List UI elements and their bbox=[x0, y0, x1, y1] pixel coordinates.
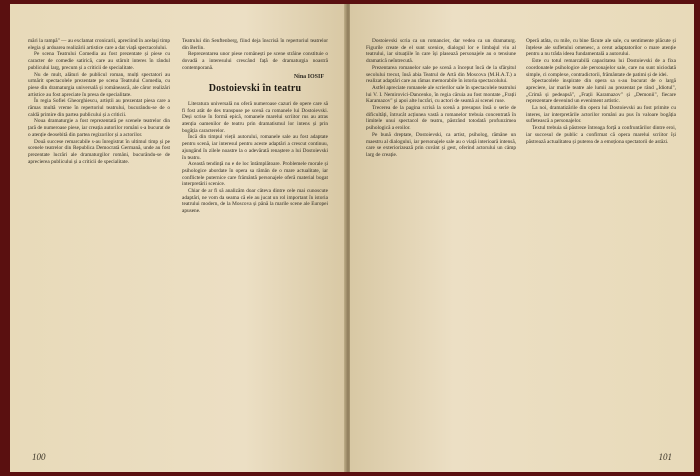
paragraph: Operă atâta, cu mile, cu bine făcute ale sale, cu sentimente plăcute și înțelese ale sufletului omenesc, a cerut adaptatorilor o mare atenție pentru a nu trăda ideea fundamentală a autorului. bbox=[526, 38, 676, 58]
page-number: 100 bbox=[32, 452, 46, 462]
right-column-1 bbox=[366, 38, 516, 442]
page-number: 101 bbox=[658, 452, 672, 462]
paragraph: Astfel apreciate romanele ale scrierilor sale în spectacolele teatrului lui V. I. Nemirovici-Dancenko, în regia căruia au fost montate „Frații Karamazov" și apoi alte lucrări, cu actori de seamă ai scenei ruse. bbox=[366, 84, 516, 105]
paragraph: Încă din timpul vieții autorului, romanele sale au fost adaptate pentru scenă, iar interesul pentru aceste adaptări a crescut continuu, ajungând în zilele noastre la o adevărată renaștere a lui Dostoievski în teatru. bbox=[182, 134, 328, 161]
paragraph: Chiar de ar fi să analizăm doar câteva dintre cele mai cunoscute adaptări, ne vom da seama că ele au jucat un rol important în istoria teatrului modern, de la Moscova și până la marile scene ale Europei apusene. bbox=[182, 188, 328, 215]
paragraph: Această tendință nu e de loc întâmplătoare. Problemele morale și psihologice abordate în opera sa rămân de o mare actualitate, iar conflictele puternice care frământă personajele oferă material bogat interpretării scenice. bbox=[182, 161, 328, 188]
right-column-2 bbox=[526, 38, 676, 442]
paragraph: Două succese remarcabile s-au înregistrat în ultimul timp și pe scenele teatrelor din Republica Democrată Germană, unde au fost prezentate lucrări ale dramaturgilor români, bucurându-se de aprecierea publicului și a criticii de specialitate. bbox=[28, 138, 170, 165]
left-column-2 bbox=[182, 38, 328, 442]
paragraph: Spectacolele inspirate din opera sa s-au bucurat de o largă apreciere, iar marile teatre ale lumii au prezentat pe rând „Idiotul", „Crimă și pedeapsă", „Frații Karamazov" și „Demonii", fiecare reprezentare devenind un eveniment artistic. bbox=[526, 78, 676, 105]
article-title: Dostoievski în teatru bbox=[208, 83, 302, 95]
right-page bbox=[350, 4, 694, 472]
paragraph: Prezentarea romanelor sale pe scenă a început încă de la sfârșitul secolului trecut, însă abia Teatrul de Artă din Moscova (M.H.A.T.) a realizat adaptări care au rămas memorabile în istoria spectacolului. bbox=[366, 64, 516, 85]
paragraph: Noua dramaturgie a fost reprezentată pe scenele teatrelor din țară de numeroase piese, iar creația autorilor români s-a bucurat de o atenție deosebită din partea regizorilor și a actorilor. bbox=[28, 118, 170, 138]
paragraph: Teatrului din Senftenberg, fiind deja înscrisă în repertoriul teatrelor din Berlin. bbox=[182, 38, 328, 51]
left-column-1 bbox=[28, 38, 170, 442]
paragraph: Literatura universală nu oferă numeroase cazuri de opere care să fi fost atât de des transpuse pe scenă ca romanele lui Dostoievski. Deși scrise în formă epică, romanele marelui scriitor rus au atras atenția oamenilor de teatru prin dramatismul lor intens și prin bogăția caracterelor. bbox=[182, 100, 328, 134]
paragraph: Textul trebuia să păstreze întreaga forță a confruntărilor dintre eroi, iar succesul de public a confirmat că opera marelui scriitor își păstrează actualitatea și puterea de a emoționa spectatorii de astăzi. bbox=[526, 125, 676, 145]
paragraph: Pe scena Teatrului Comedia au fost prezentate și piese cu caracter de comedie satirică, care au stârnit interes în rândul publicului larg, precum și a criticii de specialitate. bbox=[28, 51, 170, 71]
author-signature: Nina IOSIF bbox=[293, 73, 324, 80]
paragraph: În regia Sofiei Gheorghiescu, artiștii au prezentat piesa care a rămas multă vreme în repertoriul teatrului, bucurându-se de o caldă primire din partea publicului și a criticii. bbox=[28, 98, 170, 118]
paragraph: Pe bună dreptate, Dostoievski, ca artist, psiholog, rămâne un maestru al dialogului, iar personajele sale au o viață interioară intensă, care se exteriorizează prin cuvânt și gest, oferind actorului un câmp larg de creație. bbox=[366, 131, 516, 158]
paragraph: mări la rampă" — au exclamat cronicarii, apreciind în același timp elegia și ardoarea realizării artistice care a dat viață spectacolului. bbox=[28, 38, 170, 51]
paragraph: La noi, dramatizările din opera lui Dostoievski au fost primite cu interes, iar interpretările actorilor români au pus în valoare bogăția sufletească a personajelor. bbox=[526, 105, 676, 125]
paragraph: Este cu totul remarcabilă capacitatea lui Dostoievski de a fixa coordonatele psihologice ale personajelor sale, care nu sunt niciodată simple, ci complexe, contradictorii, frământate de patimi și de idei. bbox=[526, 58, 676, 78]
paragraph: Nu de mult, alături de publicul roman, mulți spectatori au urmărit spectacolele prezentate pe scena Teatrului Comedia, cu piese din dramaturgia universală și românească, ale căror realizări artistice au fost apreciate în presa de specialitate. bbox=[28, 71, 170, 98]
paragraph: Trecerea de la pagina scrisă la scenă a presupus însă o serie de dificultăți, întrucât acțiunea vastă a romanelor trebuia concentrată în limitele unui spectacol de teatru, păstrând totodată profunzimea psihologică a eroilor. bbox=[366, 105, 516, 132]
paragraph: Reprezentarea unor piese românești pe scene străine constituie o dovadă a interesului crescând față de dramaturgia noastră contemporană. bbox=[182, 51, 328, 71]
paragraph: Dostoievski scria ca un romancier, dar vedea ca un dramaturg. Figurile create de el sunt scenice, dialogul lor e limbajul viu al teatrului, iar situațiile în care își plasează personajele au o tensiune dramatică neîntrecută. bbox=[366, 38, 516, 65]
left-page bbox=[10, 4, 346, 472]
